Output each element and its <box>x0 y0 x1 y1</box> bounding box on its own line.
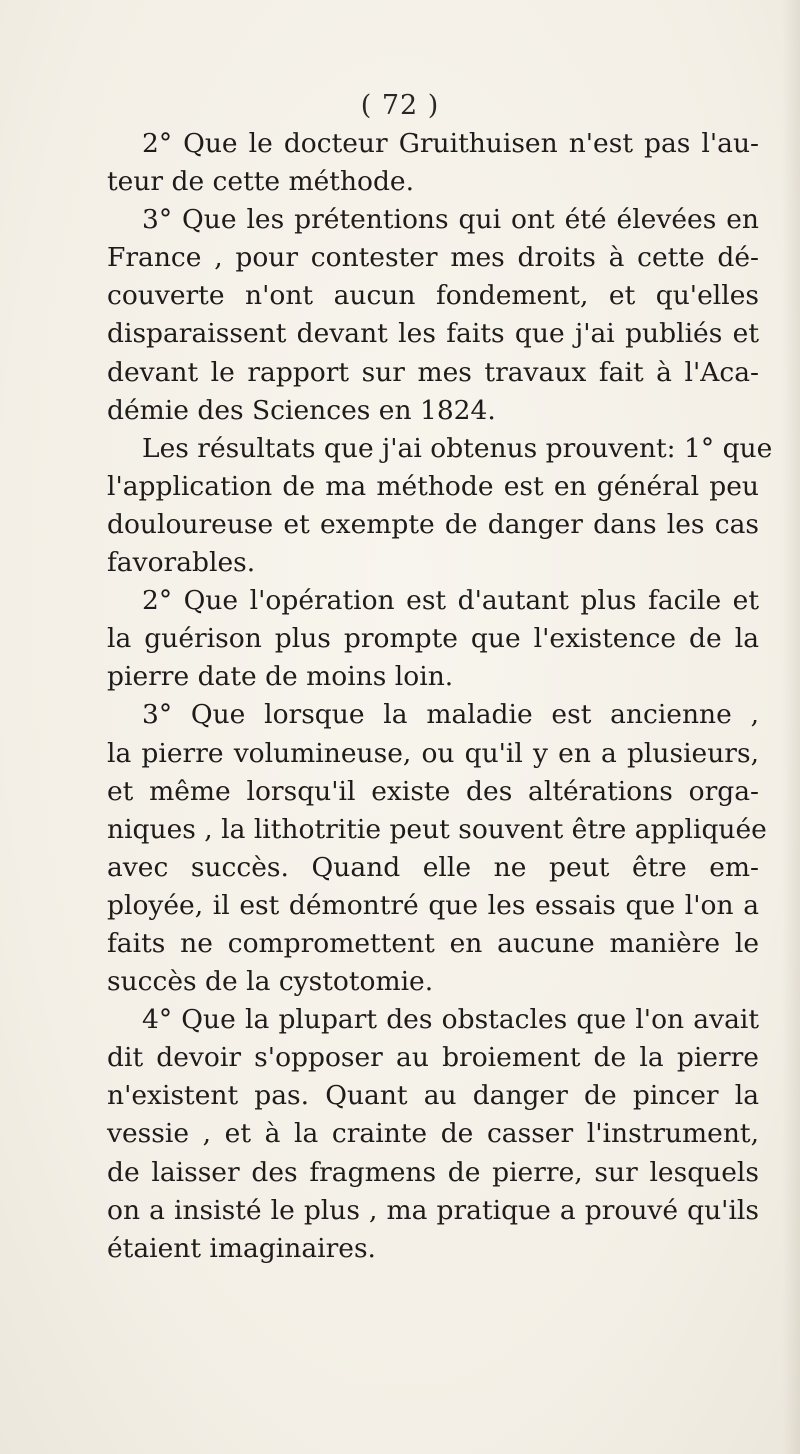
text-line: Les résultats que j'ai obtenus prouvent: 1° que <box>142 432 773 464</box>
text-line: la guérison plus prompte que l'existence de la <box>107 623 759 655</box>
text-line: France , pour contester mes droits à cette dé- <box>107 242 759 274</box>
text-line: 3° Que les prétentions qui ont été élevées en <box>142 204 759 236</box>
text-line: couverte n'ont aucun fondement, et qu'elles <box>107 280 759 312</box>
text-line: teur de cette méthode. <box>107 166 415 198</box>
text-line: disparaissent devant les faits que j'ai publiés et <box>107 318 759 350</box>
text-line: douloureuse et exempte de danger dans les cas <box>107 508 759 540</box>
page-edge-shadow <box>782 0 800 1454</box>
text-line: dit devoir s'opposer au broiement de la pierre <box>107 1042 759 1074</box>
text-line: l'application de ma méthode est en général peu <box>107 470 759 502</box>
text-line: succès de la cystotomie. <box>107 966 434 998</box>
text-line: on a insisté le plus , ma pratique a prouvé qu'ils <box>107 1194 759 1226</box>
text-line: avec succès. Quand elle ne peut être em- <box>107 851 759 883</box>
text-line: favorables. <box>107 547 256 579</box>
text-line: devant le rapport sur mes travaux fait à l'Aca- <box>107 356 759 388</box>
text-line: 2° Que le docteur Gruithuisen n'est pas l'au- <box>142 128 759 159</box>
text-line: vessie , et à la crainte de casser l'instrument, <box>107 1118 759 1150</box>
text-line: la pierre volumineuse, ou qu'il y en a plusieurs, <box>107 737 759 769</box>
text-line: ployée, il est démontré que les essais que l'on a <box>107 889 759 921</box>
text-line: 3° Que lorsque la maladie est ancienne , <box>142 699 759 731</box>
text-line: 4° Que la plupart des obstacles que l'on avait <box>142 1004 759 1036</box>
text-line: de laisser des fragmens de pierre, sur lesquels <box>107 1156 759 1188</box>
text-line: niques , la lithotritie peut souvent être appliquée <box>107 813 767 845</box>
text-line: démie des Sciences en 1824. <box>107 394 496 426</box>
page-number-header: ( 72 ) <box>360 90 440 121</box>
text-line: faits ne compromettent en aucune manière le <box>107 927 759 959</box>
text-line: n'existent pas. Quant au danger de pincer la <box>107 1080 759 1112</box>
text-line: 2° Que l'opération est d'autant plus facile et <box>142 585 759 617</box>
text-line: et même lorsqu'il existe des altérations orga- <box>107 775 759 807</box>
text-line: étaient imaginaires. <box>107 1232 376 1264</box>
body-text <box>107 125 773 1268</box>
text-line: pierre date de moins loin. <box>107 661 454 693</box>
